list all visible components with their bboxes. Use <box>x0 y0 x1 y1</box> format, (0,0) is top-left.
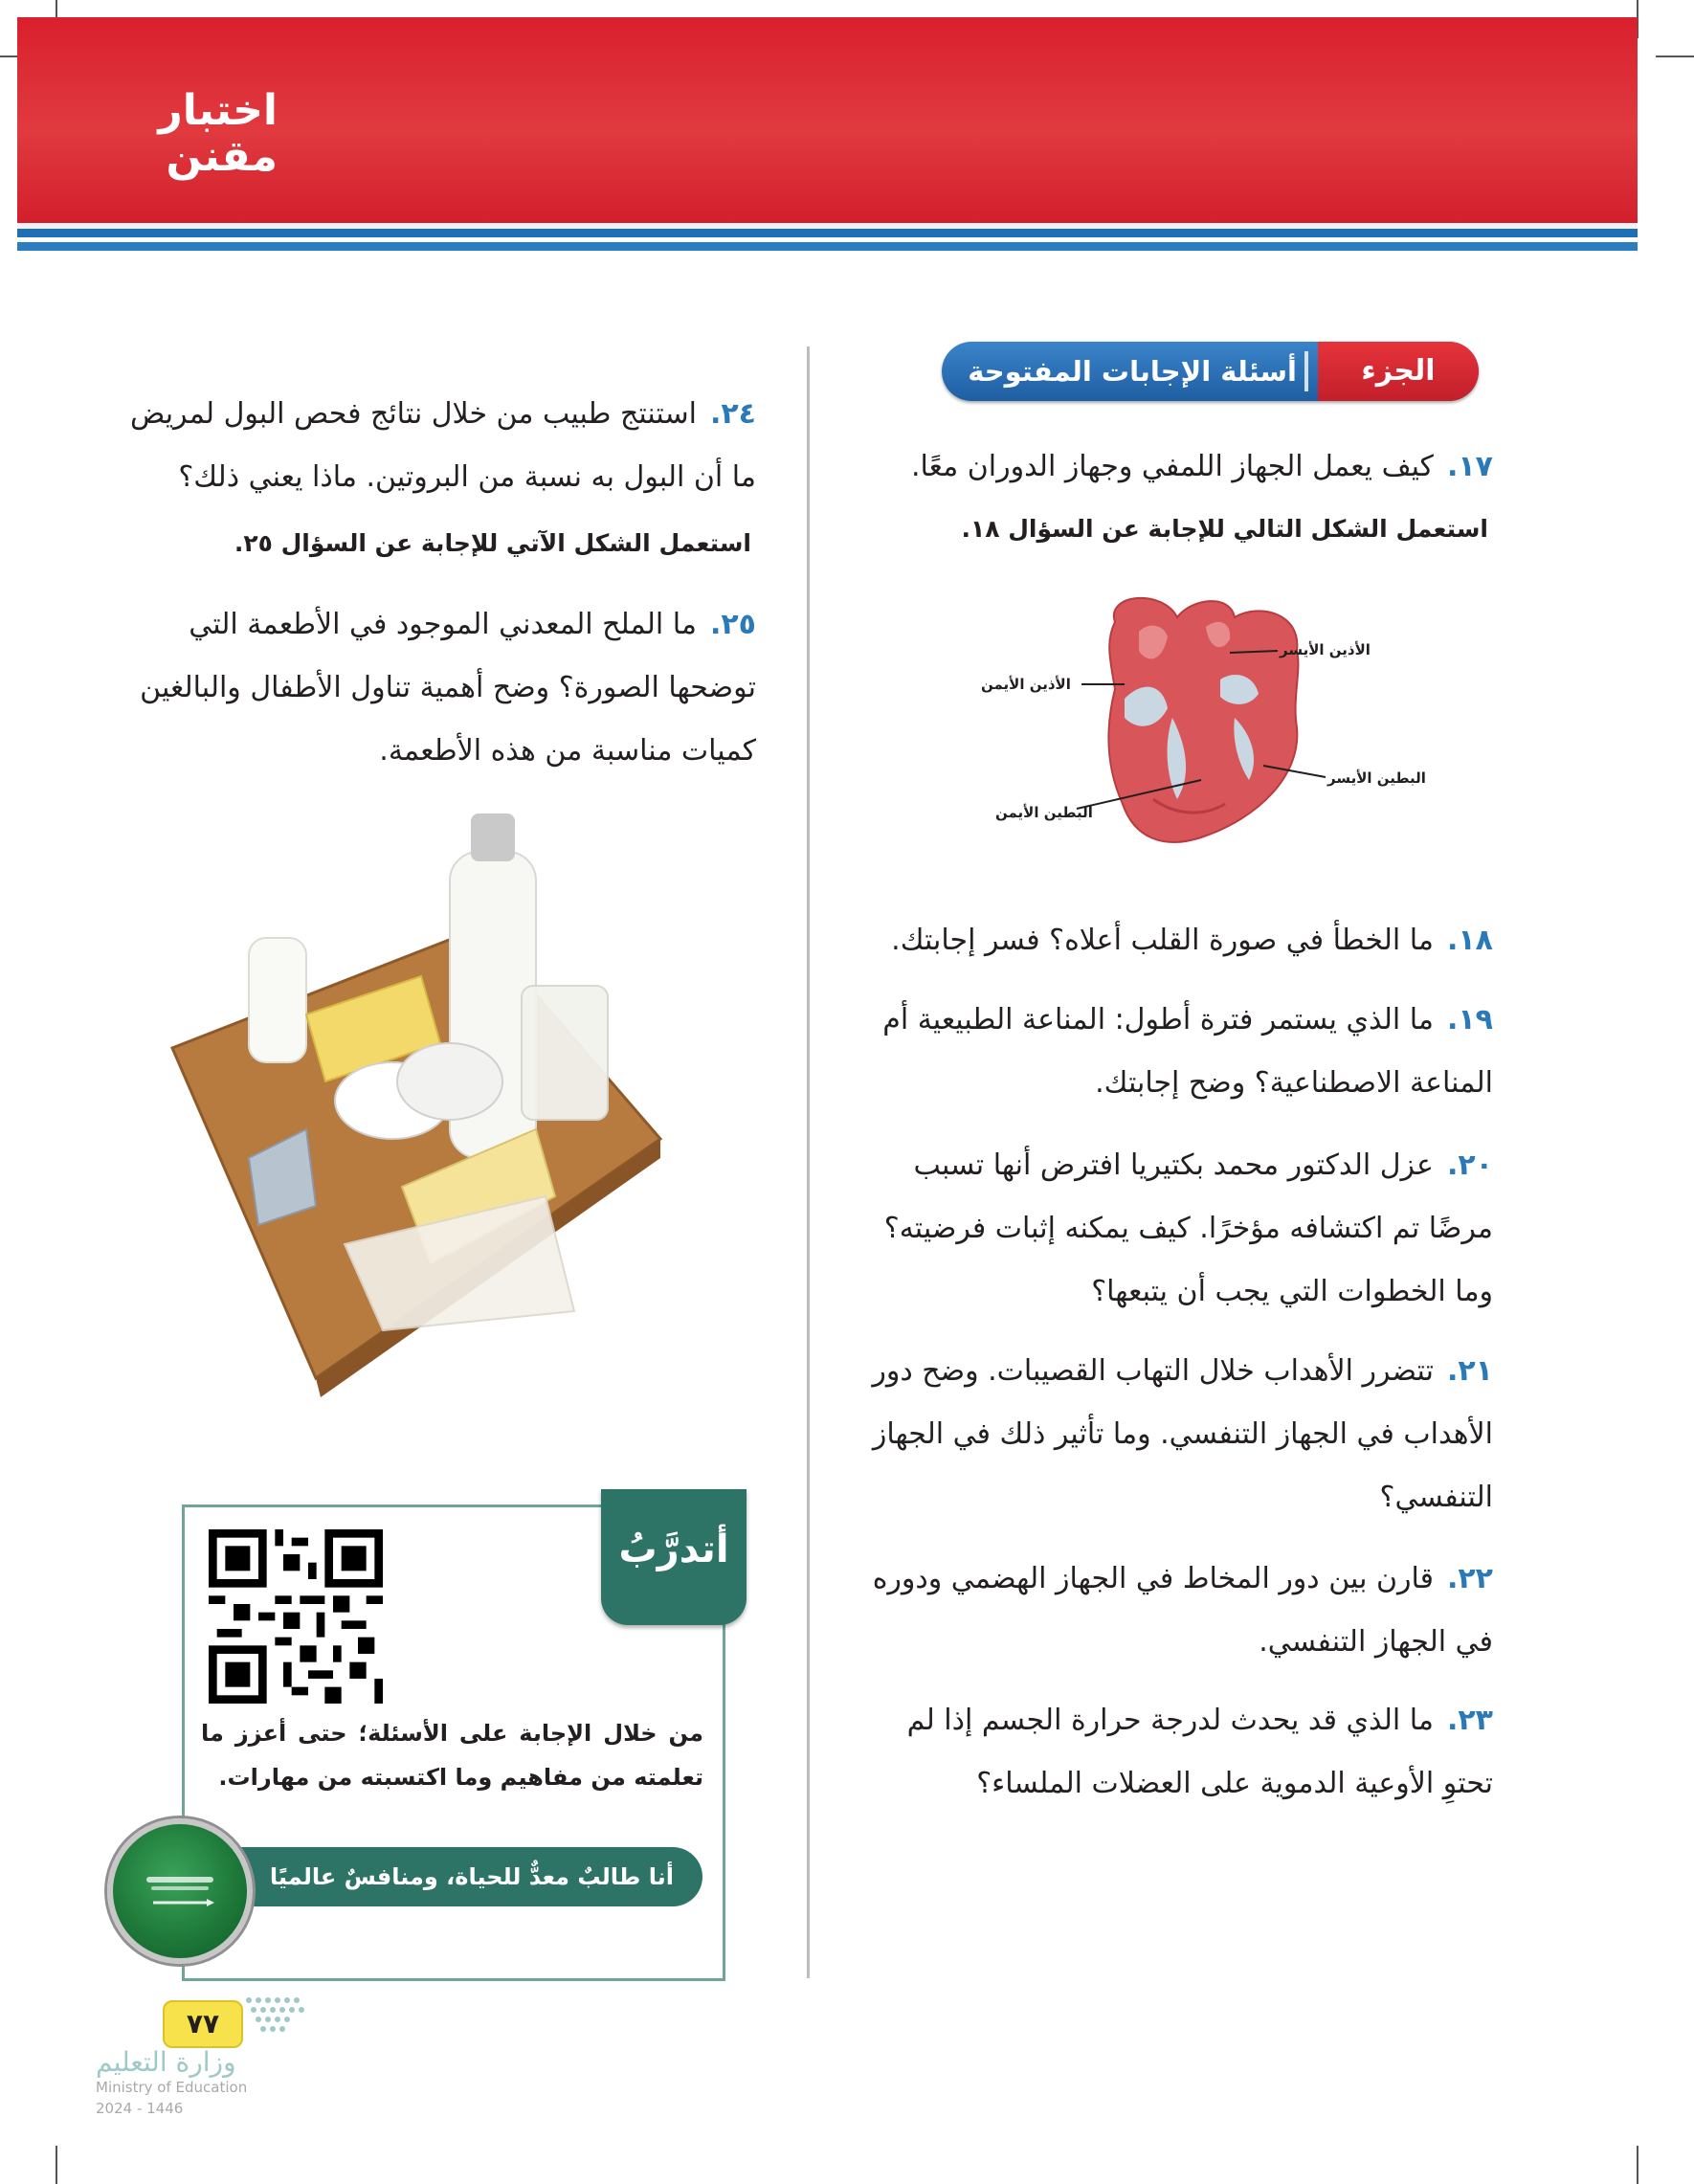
question-number: ٢٤. <box>709 397 756 431</box>
question-text: ما الذي قد يحدث لدرجة حرارة الجسم إذا لم تحتوِ الأوعية الدموية على العضلات الملساء؟ <box>906 1704 1493 1800</box>
question-20 <box>852 1134 1493 1324</box>
question-text: كيف يعمل الجهاز اللمفي وجهاز الدوران معًا. <box>910 450 1434 483</box>
question-24 <box>115 383 756 509</box>
question-text: عزل الدكتور محمد بكتيريا افترض أنها تسبب مرضًا تم اكتشافه مؤخرًا. كيف يمكنه إثبات فرضيته؟ وما الخطوات التي يجب أن يتبعها؟ <box>883 1148 1493 1308</box>
heart-diagram <box>971 593 1460 852</box>
page-title-line1: اختبار <box>158 86 278 135</box>
page-number: ٧٧ <box>163 2000 243 2048</box>
question-text: ما الذي يستمر فترة أطول: المناعة الطبيعية أم المناعة الاصطناعية؟ وضح إجابتك. <box>882 1003 1493 1100</box>
flag-emblem-icon <box>107 1818 253 1964</box>
question-number: ١٧. <box>1446 450 1493 483</box>
slogan-bar <box>222 1847 702 1906</box>
ministry-name-english: Ministry of Education <box>96 2079 248 2096</box>
label-right-ventricle: البطين الأيمن <box>995 804 1093 821</box>
question-text: ما الملح المعدني الموجود في الأطعمة التي توضحها الصورة؟ وضح أهمية تناول الأطفال والبالغين كميات مناسبة من هذه الأطعمة. <box>140 608 756 768</box>
ministry-name-arabic: وزارة التعليم <box>96 2046 236 2078</box>
question-number: ٢٢. <box>1446 1562 1493 1595</box>
question-text: ما الخطأ في صورة القلب أعلاه؟ فسر إجابتك. <box>891 924 1434 957</box>
page-title-line2: مقنن <box>166 132 278 181</box>
section-header <box>942 342 1479 447</box>
question-21 <box>852 1340 1493 1529</box>
section-part-label: الجزء الثالث <box>1318 342 1479 401</box>
banner-stripe <box>17 229 1638 237</box>
column-divider <box>807 346 810 1978</box>
crop-mark <box>56 2146 57 2184</box>
question-23 <box>852 1689 1493 1816</box>
page-title <box>153 88 278 180</box>
banner-stripe <box>17 242 1638 251</box>
figure-instruction: استعمل الشكل التالي للإجابة عن السؤال ١٨. <box>961 515 1488 543</box>
crop-mark <box>1656 56 1694 57</box>
question-18 <box>852 909 1493 972</box>
practice-tab-label: أتدرَّبُ <box>618 1527 729 1571</box>
label-left-ventricle: البطين الأيسر <box>1327 769 1426 787</box>
practice-text: من خلال الإجابة على الأسئلة؛ حتى أعزز ما تعلمته من مفاهيم وما اكتسبته من مهارات. <box>201 1720 703 1791</box>
question-17 <box>852 435 1493 499</box>
label-right-atrium: الأذين الأيمن <box>981 676 1071 693</box>
question-text: قارن بين دور المخاط في الجهاز الهضمي ودوره في الجهاز التنفسي. <box>872 1562 1493 1659</box>
question-number: ٢٠. <box>1446 1148 1493 1182</box>
question-25 <box>115 593 756 783</box>
section-divider <box>1304 351 1308 391</box>
slogan-text: أنا طالبٌ معدٌّ للحياة، ومنافسٌ عالميًا <box>269 1863 674 1890</box>
question-number: ١٩. <box>1446 1003 1493 1036</box>
crop-mark <box>1637 2146 1638 2184</box>
qr-code[interactable] <box>209 1529 383 1704</box>
ministry-logo-dots <box>244 1991 321 2039</box>
question-number: ٢١. <box>1446 1354 1493 1388</box>
question-text: تتضرر الأهداب خلال التهاب القصيبات. وضح دور الأهداب في الجهاز التنفسي. وما تأثير ذلك في الجهاز التنفسي؟ <box>872 1354 1493 1514</box>
question-number: ٢٣. <box>1446 1704 1493 1737</box>
question-19 <box>852 989 1493 1115</box>
question-number: ٢٥. <box>709 608 756 641</box>
figure-instruction: استعمل الشكل الآتي للإجابة عن السؤال ٢٥. <box>234 529 751 557</box>
dairy-foods-image <box>163 794 670 1455</box>
practice-tab <box>601 1489 747 1625</box>
section-title: أسئلة الإجابات المفتوحة <box>968 355 1297 388</box>
question-text: استنتج طبيب من خلال نتائج فحص البول لمريض ما أن البول به نسبة من البروتين. ماذا يعني ذلك؟ <box>129 397 756 494</box>
ministry-year: 2024 - 1446 <box>96 2100 184 2117</box>
question-22 <box>852 1548 1493 1674</box>
question-number: ١٨. <box>1446 924 1493 957</box>
label-left-atrium: الأذين الأيسر <box>1280 641 1371 658</box>
